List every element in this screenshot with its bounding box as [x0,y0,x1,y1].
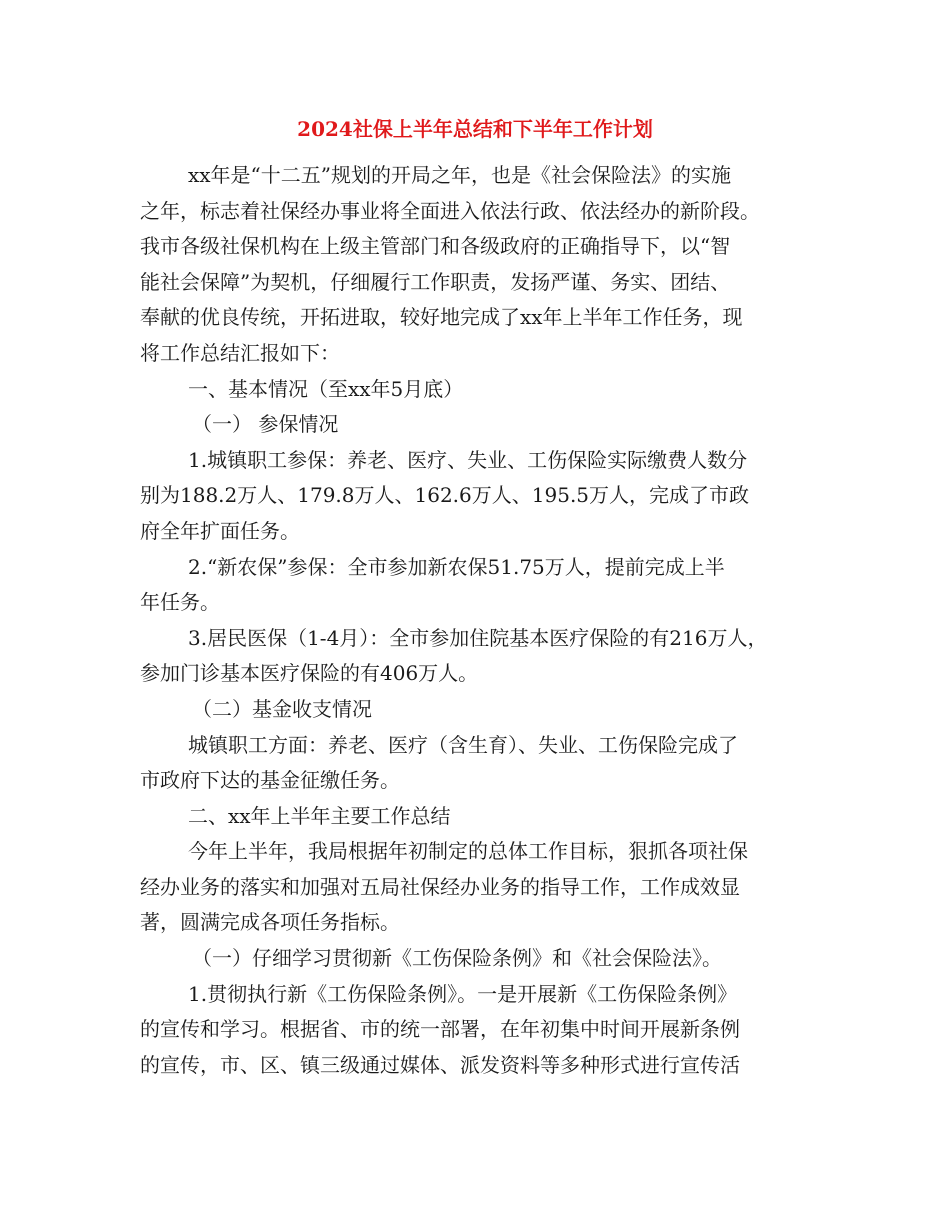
paragraph-line: 的宣传和学习。根据省、市的统一部署，在年初集中时间开展新条例 [140,1017,740,1042]
paragraph-line: xx年是“十二五”规划的开局之年，也是《社会保险法》的实施 [188,163,732,187]
paragraph-line: 年任务。 [140,590,220,615]
paragraph-line: 市政府下达的基金征缴任务。 [140,768,400,793]
section-heading: 二、xx年上半年主要工作总结 [188,803,451,828]
paragraph-line: 府全年扩面任务。 [140,518,300,543]
paragraph-line: 我市各级社保机构在上级主管部门和各级政府的正确指导下，以“智 [140,234,731,259]
paragraph-line: 的宣传，市、区、镇三级通过媒体、派发资料等多种形式进行宣传活 [140,1052,740,1077]
subsection-heading: （一）仔细学习贯彻新《工伤保险条例》和《社会保险法》。 [192,946,722,971]
subsection-heading: （二）基金收支情况 [192,696,372,721]
paragraph-line: 1.城镇职工参保：养老、医疗、失业、工伤保险实际缴费人数分 [188,447,748,472]
document-body [140,158,830,1083]
document-title: 2024社保上半年总结和下半年工作计划 [297,117,653,141]
paragraph-line: 著，圆满完成各项任务指标。 [140,910,400,935]
paragraph-line: 能社会保障”为契机，仔细履行工作职责，发扬严谨、务实、团结、 [140,269,731,294]
subsection-heading: （一） 参保情况 [192,412,339,437]
paragraph-line: 今年上半年，我局根据年初制定的总体工作目标，狠抓各项社保 [188,839,748,864]
paragraph-line: 奉献的优良传统，开拓进取，较好地完成了xx年上半年工作任务，现 [140,305,743,330]
paragraph-line: 城镇职工方面：养老、医疗（含生育）、失业、工伤保险完成了 [188,732,738,757]
paragraph-line: 别为188.2万人、179.8万人、162.6万人、195.5万人，完成了市政 [140,483,750,508]
paragraph-line: 经办业务的落实和加强对五局社保经办业务的指导工作，工作成效显 [140,874,740,899]
paragraph-line: 将工作总结汇报如下： [140,340,340,365]
paragraph-line: 1.贯彻执行新《工伤保险条例》。一是开展新《工伤保险条例》 [188,981,738,1006]
paragraph-line: 2.“新农保”参保：全市参加新农保51.75万人，提前完成上半 [188,554,725,579]
paragraph-line: 之年，标志着社保经办事业将全面进入依法行政、依法经办的新阶段。 [140,198,760,223]
paragraph-line: 参加门诊基本医疗保险的有406万人。 [140,661,479,686]
paragraph-line: 3.居民医保（1-4月）：全市参加住院基本医疗保险的有216万人， [188,625,768,650]
section-heading: 一、基本情况（至xx年5月底） [188,376,464,401]
